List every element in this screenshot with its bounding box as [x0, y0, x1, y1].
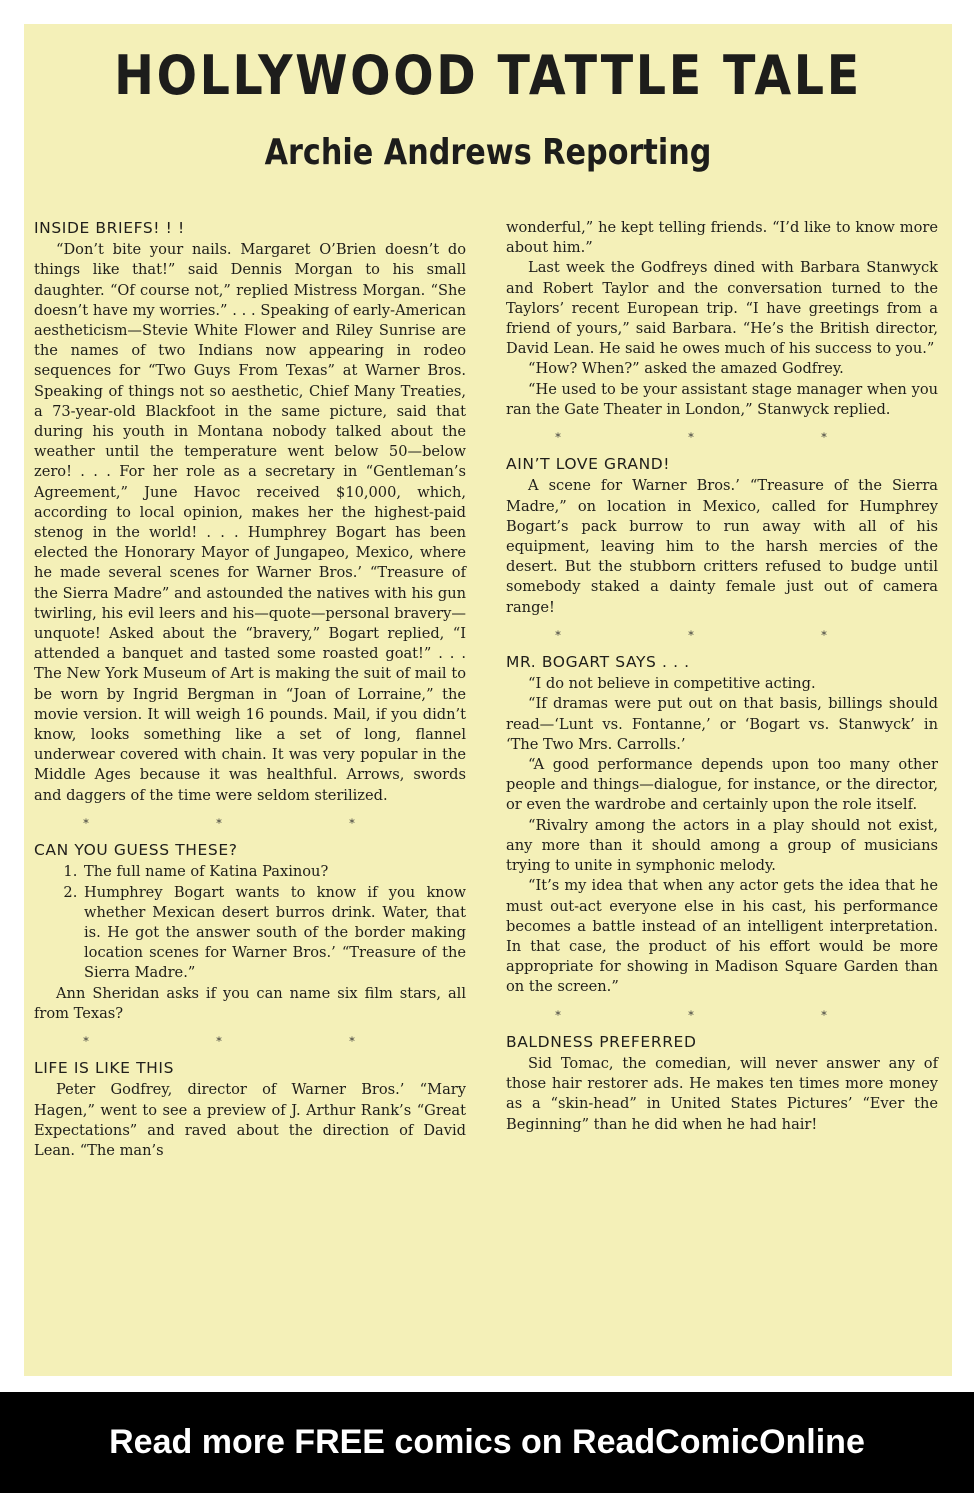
guess-heading: CAN YOU GUESS THESE? — [34, 841, 238, 860]
love-heading: AIN’T LOVE GRAND! — [506, 455, 671, 474]
bogart-paragraph: “It’s my idea that when any actor gets the idea that he must out-act everyone else in his cast, his performance becomes a battle instead of an intelligent interpretation. In that case, the product of his effort would be more appropriate for showing in Madison Square Garden than on the screen.” — [506, 877, 938, 996]
baldness-heading: BALDNESS PREFERRED — [506, 1032, 697, 1051]
bogart-paragraph: “Rivalry among the actors in a play should not exist, any more than it should among a group of musicians trying to unite in symphonic melody. — [506, 816, 938, 875]
life-continued: Last week the Godfreys dined with Barbara Stanwyck and Robert Taylor and the conversation turned to the Taylors’ recent European trip. “I have greetings from a friend of yours,” said Barbara. “He’s the British director, David Lean. He said he owes much of his success to you.” — [506, 259, 938, 358]
bogart-paragraph: “I do not believe in competitive acting. — [528, 675, 816, 693]
section-separator: * * * — [555, 431, 889, 445]
life-heading: LIFE IS LIKE THIS — [34, 1059, 175, 1078]
section-separator: * * * — [555, 628, 889, 642]
life-continued: wonderful,” he kept telling friends. “I’d like to know more about him.” — [506, 219, 938, 257]
bogart-paragraph: “A good performance depends upon too many other people and things—dialogue, for instance, or the director, or even the wardrobe and certainly upon the role itself. — [506, 756, 938, 814]
section-separator: * * * — [83, 816, 417, 830]
love-body: A scene for Warner Bros.’ “Treasure of the Sierra Madre,” on location in Mexico, called for Humphrey Bogart’s pack burrow to run away with all of his equipment, leaving him to the harsh mercies of the desert. But the stubborn critters refused to budge until somebody staked a dainty female just out of camera range! — [506, 477, 938, 616]
life-body: Peter Godfrey, director of Warner Bros.’ “Mary Hagen,” went to see a preview of J. Arthur Rank’s “Great Expectations” and raved about the direction of David Lean. “The man’s — [34, 1081, 466, 1159]
page-title: HOLLYWOOD TATTLE TALE — [114, 44, 862, 107]
right-column — [506, 218, 938, 1135]
left-column — [34, 218, 466, 1161]
guess-item: 1. The full name of Katina Paxinou? — [82, 862, 466, 882]
baldness-body: Sid Tomac, the comedian, will never answer any of those hair restorer ads. He makes ten times more money as a “skin-head” in United States Pictures’ “Ever the Beginning” than he did when he had hair! — [506, 1054, 938, 1133]
inside-briefs-body: “Don’t bite your nails. Margaret O’Brien doesn’t do things like that!” said Dennis Morgan to his small daughter. “Of course not,” replied Mistress Morgan. “She doesn’t have my worries.” . . . Speaking of early-American aestheticism—Stevie White Flower and Riley Sunrise are the names of two Indians now appearing in rodeo sequences for “Two Guys From Texas” at Warner Bros. Speaking of things not so aesthetic, Chief Many Treaties, a 73-year-old Blackfoot in the same picture, said that during his youth in Montana nobody talked about the weather until the temperature went below 50—below zero! . . . For her role as a secretary in “Gentleman’s Agreement,” June Havoc received $10,000, which, according to local opinion, makes her the highest-paid stenog in the world! . . . Humphrey Bogart has been elected the Honorary Mayor of Jungapeo, Mexico, where he made several scenes for Warner Bros.’ “Treasure of the Sierra Madre” and astounded the natives with his gun twirling, his evil leers and his—quote—personal bravery—unquote! Asked about the “bravery,” Bogart replied, “I attended a banquet and tasted some roasted goat!” . . . The New York Museum of Art is making the suit of mail to be worn by Ingrid Bergman in “Joan of Lorraine,” the movie version. It will weigh 16 pounds. Mail, if you didn’t know, looks something like a set of long, flannel underwear covered with chain. It was very popular in the Middle Ages because it was healthful. Arrows, swords and daggers of the time were seldom sterilized. — [34, 241, 466, 804]
magazine-page — [24, 24, 952, 1376]
promo-footer: Read more FREE comics on ReadComicOnline — [0, 1392, 974, 1493]
life-continued: “He used to be your assistant stage manager when you ran the Gate Theater in London,” Stanwyck replied. — [506, 380, 938, 418]
section-separator: * * * — [83, 1034, 417, 1048]
section-separator: * * * — [555, 1008, 889, 1022]
guess-extra: Ann Sheridan asks if you can name six film stars, all from Texas? — [34, 984, 466, 1022]
life-continued: “How? When?” asked the amazed Godfrey. — [528, 360, 844, 378]
page-subtitle: Archie Andrews Reporting — [264, 132, 712, 173]
bogart-heading: MR. BOGART SAYS . . . — [506, 653, 690, 672]
guess-list — [34, 862, 466, 983]
inside-briefs-heading: INSIDE BRIEFS! ! ! — [34, 219, 185, 237]
bogart-paragraph: “If dramas were put out on that basis, billings should read—‘Lunt vs. Fontanne,’ or ‘Bogart vs. Stanwyck’ in ‘The Two Mrs. Carrolls.’ — [506, 695, 938, 753]
guess-item: 2. Humphrey Bogart wants to know if you know whether Mexican desert burros drink. Water, that is. He got the answer south of the border making location scenes for Warner Bros.’ “Treasure of the Sierra Madre.” — [82, 883, 466, 984]
